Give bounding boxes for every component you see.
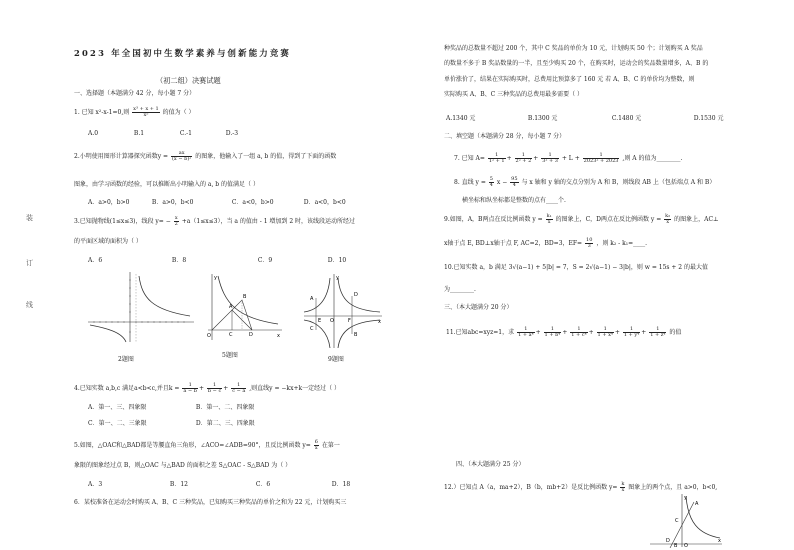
q12-fraction: $\frac{k}{x}$ — [621, 481, 625, 493]
option: C．6 — [255, 481, 271, 488]
option: B．a>0，b<0 — [151, 199, 194, 206]
q2-text-end: 的图象，他输入了一组 a, b 的值，得到了下面的函数 — [195, 153, 337, 160]
hyperbola — [218, 276, 278, 324]
q12-text-end: 图象上的两个点，且 a>0，b<0, — [628, 484, 718, 491]
question-4-options-row-2 — [88, 420, 255, 428]
q3-fraction: $\frac{x}{2}$ — [174, 215, 178, 227]
label: F — [348, 318, 351, 324]
q11-text-end: 的值 — [669, 329, 682, 336]
figure-q5-graph — [202, 272, 284, 344]
section-2-heading: 二、填空题（本题满分 28 分，每小题 7 分） — [444, 133, 566, 140]
option: D.-3 — [225, 130, 239, 137]
question-8: 8. 直线 y = $\frac{5}{4}$ x − $\frac{95}{4}$ 与 x 轴和 y 轴的交点分别为 A 和 B，则线段 AB 上（包括端点 A 和 B） — [454, 176, 716, 188]
question-5 — [74, 440, 340, 451]
question-6-line-4: 单价涨价了，结果在实际购买时，总费用比预算多了 160 元 若 A、B、C 的单价均为整数，则 — [444, 76, 695, 83]
question-6-line-5: 实际购买 A、B、C 三种奖品的总费用最多需要（ ） — [444, 91, 584, 98]
label: D — [354, 292, 358, 298]
margin-mark-1: 装 — [26, 214, 33, 222]
option: B．8 — [171, 257, 187, 264]
label: A — [695, 501, 699, 507]
option: D．10 — [327, 257, 347, 264]
q7-text: 7. 已知 A= — [454, 155, 485, 162]
q5-text-end: 在第一 — [321, 442, 340, 449]
question-11: 11.已知abc=xyz=1，求 $\frac{1}{\text{1 + a⁴}}$ + $\frac{1}{\text{1 + b⁴}}$ + $\frac{1}{\text{1 + c⁴}}$ + $\frac{1}{\text{1 + x⁴}}$ + $\frac{1}{\text{1 + y⁴}}$ + $\frac{1}{\text{1 + z⁴}}$ 的值 — [446, 326, 682, 338]
q4-text: 4.已知实数 a,b,c 满足a<b<c,并且k = — [74, 385, 180, 392]
q2-fraction: $\frac{ax}{\text{(x − b)²}}$ — [171, 150, 192, 162]
question-5-options — [88, 481, 350, 489]
figure-q9-caption: 9题图 — [328, 356, 344, 363]
label: D — [666, 538, 670, 544]
branch-q4 — [338, 320, 380, 348]
label: C — [675, 518, 679, 524]
q3-text: 3.已知抛物线(1≤x≤3)，线段 y= − — [74, 218, 171, 225]
section-1-heading: 一、选择题（本题满分 42 分，每小题 7 分） — [74, 90, 196, 97]
question-10-line-2: 为________. — [444, 286, 476, 293]
option: A．3 — [88, 481, 103, 488]
label: E — [318, 318, 322, 324]
branch-q1 — [338, 278, 380, 312]
q4-text-end: ,则直线y = −kx+k一定经过（ ） — [249, 385, 341, 392]
option: C．a<0，b>0 — [231, 199, 274, 206]
option: C.-1 — [179, 130, 192, 137]
question-9-line-2: x轴于点 E, BD⊥x轴于点 F, AC=2，BD=3，EF= $\frac{10}{3}$ ，则 k₂ - k₁=____. — [444, 237, 648, 249]
axis-ticks — [94, 280, 184, 332]
section-4-heading: 四、（本大题满分 25 分） — [456, 461, 525, 468]
label: A — [229, 304, 233, 310]
q8-text: 8. 直线 y = — [454, 179, 486, 186]
option: C.1480 元 — [611, 115, 642, 122]
question-1-options — [88, 130, 238, 138]
question-4-options-row-1 — [88, 404, 254, 412]
figure-q12-graph — [648, 492, 724, 548]
q1-text: 1. 已知 x²-x-1=0,则 — [74, 109, 130, 116]
margin-mark-2: 订 — [26, 259, 33, 267]
label: C — [229, 332, 233, 338]
option: B．第一、二、四象限 — [195, 404, 255, 411]
option: B．12 — [169, 481, 188, 488]
label: D — [249, 332, 253, 338]
question-3-options — [88, 257, 346, 265]
q5-fraction: $\frac{6}{x}$ — [314, 439, 318, 451]
q9-text-end: 的图象上，AC⊥ — [674, 216, 719, 223]
option: A.1340 元 — [446, 115, 476, 122]
figure-q5-caption: 5题图 — [222, 352, 238, 359]
question-2-options — [88, 199, 346, 207]
q2-text: 2.小明使用图形计算器探究函数y = — [74, 153, 169, 160]
exam-subtitle: （初二组）决赛试题 — [156, 76, 221, 85]
figure-q2-graph — [86, 270, 198, 346]
question-9: 9.如图，A，B两点在反比例函数 y = $\frac{\text{k₁}}{x}$ 的图象上，C，D两点在反比例函数 y = $\frac{\text{k₂}}{x}$ 的图象上，AC⊥ — [444, 213, 719, 225]
question-6-line-2: 种奖品的总数量不超过 200 个，其中 C 奖品的单价为 10 元，计划购买 50 个；计划购买 A 奖品 — [444, 45, 703, 52]
branch-q3 — [304, 320, 330, 348]
label: x — [277, 333, 280, 339]
q9-text: 9.如图，A，B两点在反比例函数 y = — [444, 216, 543, 223]
label: x — [378, 319, 381, 325]
right-column — [444, 0, 774, 550]
label: O — [684, 543, 688, 548]
label: y — [336, 275, 339, 281]
question-2 — [74, 151, 336, 162]
label: O — [330, 318, 334, 324]
curve-left-branch — [90, 325, 126, 342]
label: B — [674, 543, 678, 548]
branch-q2 — [304, 278, 330, 312]
q12-text: 12.）已知点 A（a，ma+2），B（b，mb+2）是反比例函数 y= — [444, 484, 618, 491]
curve-right-branch — [139, 276, 190, 316]
option: A．6 — [88, 257, 103, 264]
question-5-line-2: 象限的图象经过点 B，则△OAC 与△BAD 的面积之差 S△OAC - S△BAD 为（ ） — [74, 462, 292, 469]
label: y — [214, 275, 217, 281]
label: x — [718, 538, 721, 544]
question-4: 4.已知实数 a,b,c 满足a<b<c,并且k = $\frac{1}{a - b}$ + $\frac{1}{b - c}$ + $\frac{1}{c - a}$ ,则直线y = −kx+k一定经过（ ） — [74, 382, 341, 394]
option: B.1 — [133, 130, 145, 137]
label: C — [310, 326, 314, 332]
q5-text: 5.如图，△OAC和△BAD都是等腰直角三角形，∠ACO=∠ADB=90°，且反比例函数 y= — [74, 442, 311, 449]
option: A．第一、三、四象限 — [88, 404, 147, 411]
label: A — [310, 296, 314, 302]
question-1 — [74, 107, 195, 118]
label: y — [684, 495, 687, 501]
left-column — [74, 0, 422, 550]
question-8-line-2: 横坐标和纵坐标都是整数的点有____个. — [462, 197, 566, 204]
question-6-options — [446, 115, 723, 123]
option: D．第二、三、四象限 — [195, 420, 255, 427]
label: B — [243, 294, 247, 300]
hyperbola — [686, 496, 720, 538]
question-6-line-3: 的数量不多于 B 奖品数量的一半，且至少购买 20 个，在购买时，运动会的奖品数量增多，A、B 的 — [444, 60, 709, 67]
option: D．a<0，b<0 — [303, 199, 346, 206]
q7-text-end: ,则 A 的值为________. — [622, 155, 683, 162]
exam-title: 2023 年全国初中生数学素养与创新能力竞赛 — [74, 48, 291, 58]
option: A.0 — [88, 130, 99, 137]
label: B — [354, 332, 358, 338]
question-3 — [74, 216, 355, 227]
question-10: 10.已知实数 a，b 满足 3√(a−1) + 5|b| = 7，S = 2√(a−1) − 3|b|，则 w = 15s + 2 的最大值 — [444, 264, 709, 271]
question-2-line-2: 图象，由学习函数的经验，可以推断出小明输入的 a, b 的值满足（ ） — [74, 181, 259, 188]
q11-text: 11.已知abc=xyz=1，求 — [446, 329, 515, 336]
label: O — [207, 333, 211, 339]
q8-text-end: 与 x 轴和 y 轴的交点分别为 A 和 B，则线段 AB 上（包括端点 A 和 B） — [521, 179, 716, 186]
option: A．a>0，b>0 — [88, 199, 130, 206]
option: C．第一、二、三象限 — [88, 420, 147, 427]
q1-fraction: $\frac{\text{x³ + x + 1}}{\text{x⁵}}$ — [133, 106, 159, 118]
margin-mark-3: 线 — [26, 301, 33, 309]
question-3-line-2: 的平面区域的面积为（ ） — [74, 238, 142, 245]
q3-text-end: +a（1≤x≤3），当 a 的值由 - 1 增加到 2 时，该线段运动所经过 — [181, 218, 356, 225]
figure-q2-caption: 2题图 — [118, 356, 134, 363]
option: C．9 — [257, 257, 273, 264]
option: D.1530 元 — [693, 115, 724, 122]
question-6: 6．某校准备在运动会时购买 A、B、C 三种奖品，已知购买三种奖品的单价之和为 22 元，计划购买三 — [74, 499, 347, 506]
option: D．18 — [331, 481, 351, 488]
q1-text-end: 的值为（ ） — [162, 109, 195, 116]
section-3-heading: 三、（本大题满分 20 分） — [444, 304, 513, 311]
question-7: 7. 已知 A= $\frac{1}{\text{1² + 1}}$ + $\frac{1}{\text{2² + 2}}$ + $\frac{1}{\text{3² + 3}}$ + L + $\frac{1}{\text{2023² + 2023}}$ ,则 A 的值为________. — [454, 152, 683, 164]
figure-q9-graph — [300, 272, 386, 350]
option: B.1300 元 — [527, 115, 558, 122]
